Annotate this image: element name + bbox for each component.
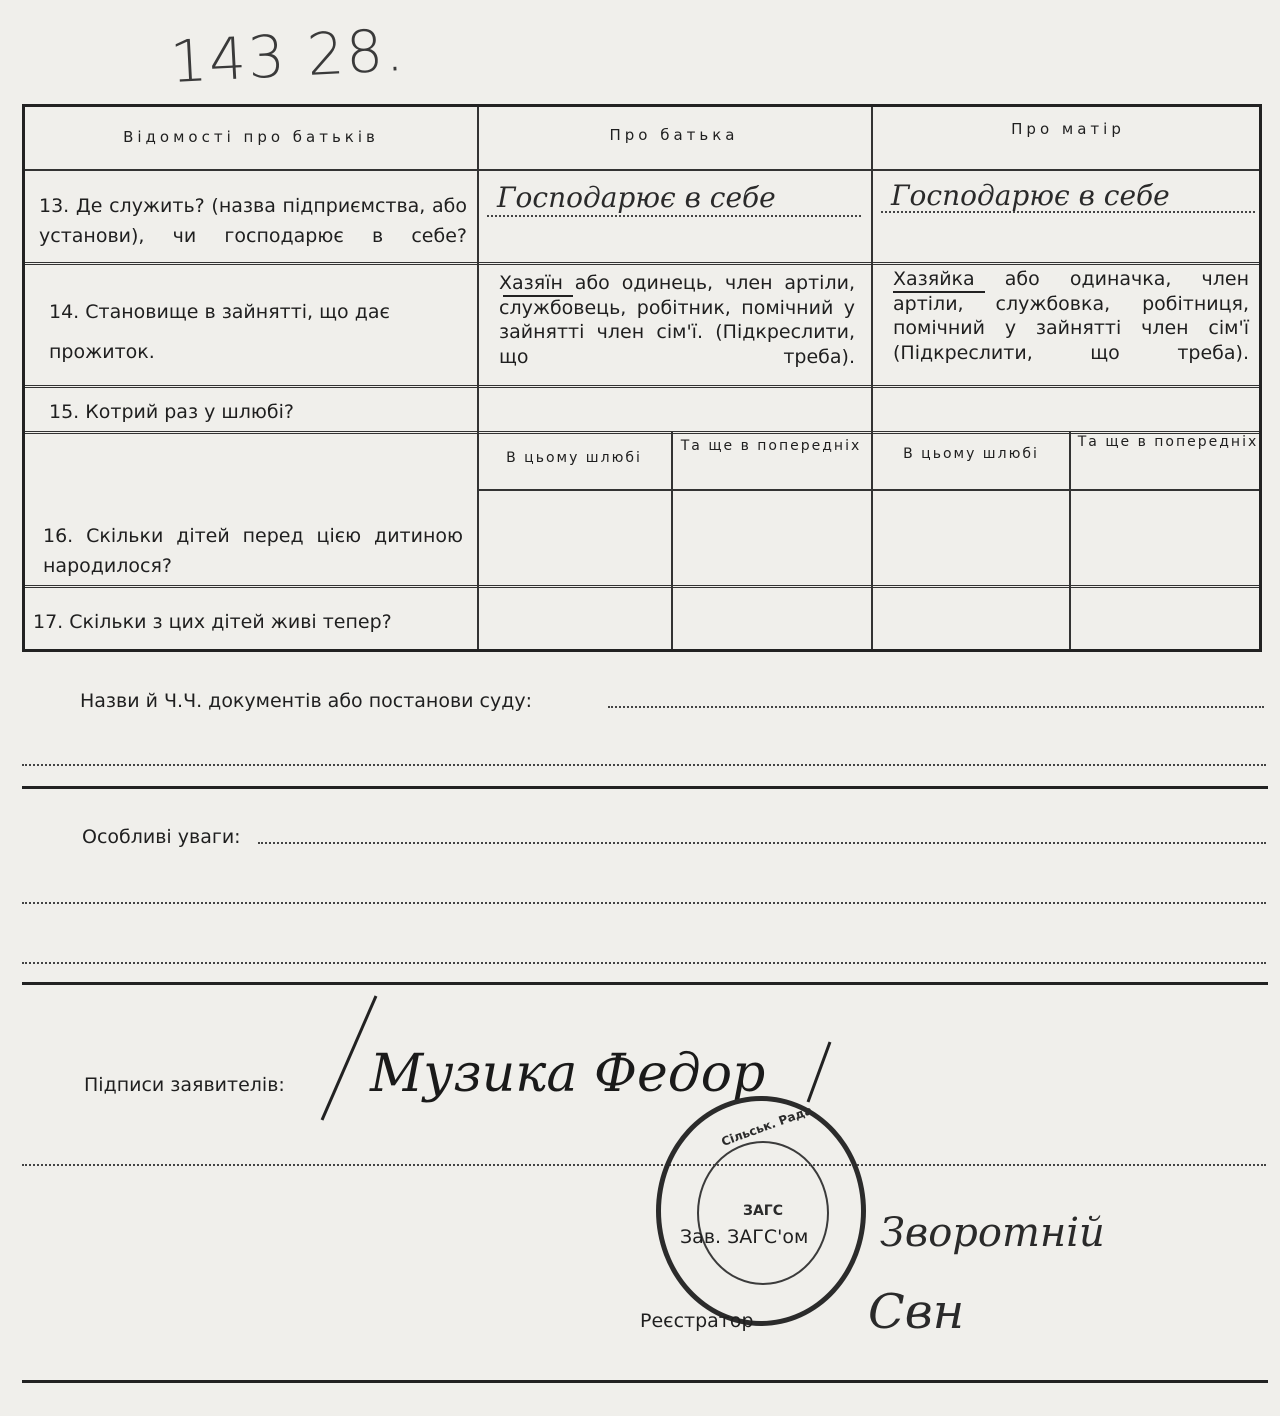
row-16-label: 16. Скільки дітей перед цією дитиною народилося? <box>43 525 463 578</box>
table-divider <box>25 585 1259 588</box>
documents-line <box>22 764 1266 766</box>
sub-header-father-previous: Та ще в попередніх <box>680 438 862 454</box>
applicant-signature: Музика Федор <box>370 1044 766 1104</box>
sub-header-divider <box>477 489 1259 491</box>
remarks-label: Особливі уваги: <box>82 826 241 848</box>
row-13-mother-line <box>881 211 1255 213</box>
section-divider <box>22 786 1268 789</box>
stamp-outer-text: Сільськ. Рада <box>719 1103 815 1149</box>
row-13-father-value: Господарює в себе <box>497 181 776 214</box>
remarks-line <box>22 902 1266 904</box>
column-divider <box>671 431 673 649</box>
header-mother: Про матір <box>1011 120 1125 138</box>
registrar-signature: Свн <box>868 1284 965 1340</box>
official-stamp <box>656 1096 866 1326</box>
sub-header-father-this: В цьому шлюбі <box>506 450 642 466</box>
column-divider <box>871 107 873 649</box>
sub-header-mother-this: В цьому шлюбі <box>903 446 1039 462</box>
table-divider <box>25 262 1259 265</box>
archive-number: 143 28. <box>168 15 408 97</box>
column-divider <box>1069 431 1071 649</box>
row-17-label: 17. Скільки з цих дітей живі тепер? <box>33 611 392 633</box>
row-13-label: 13. Де служить? (назва підприємства, або установи), чи господарює в себе? <box>39 195 467 248</box>
underline-owner <box>893 291 985 293</box>
sub-header-mother-previous: Та ще в попередніх <box>1077 434 1259 450</box>
row-13-father-line <box>487 215 861 217</box>
underline-owner <box>503 295 573 297</box>
row-14-mother-options: Хазяйка або одиначка, член артіли, службовка, робітниця, помічний у зайнятті член сім'ї (Підкреслити, що треба). <box>893 268 1249 365</box>
table-divider <box>25 169 1259 171</box>
stamp-center-text: ЗАГС <box>743 1203 783 1219</box>
signature-line <box>22 1164 1266 1166</box>
documents-label: Назви й Ч.Ч. документів або постанови суду: <box>80 690 533 712</box>
documents-line <box>608 706 1264 708</box>
row-13-mother-value: Господарює в себе <box>891 179 1170 212</box>
parents-info-table <box>22 104 1262 652</box>
row-14-label: 14. Становище в зайнятті, що дає прожиток. <box>49 301 390 363</box>
section-divider <box>22 982 1268 985</box>
header-father: Про батька <box>609 126 739 144</box>
table-divider <box>25 385 1259 388</box>
registrar-label: Реєстратор <box>640 1310 754 1332</box>
row-14-father-options: Хазяїн або одинець, член артіли, службовець, робітник, помічний у зайнятті член сім'ї. (Підкреслити, що треба). <box>499 272 855 369</box>
signatures-label: Підписи заявителів: <box>84 1074 285 1096</box>
row-15-label: 15. Котрий раз у шлюбі? <box>49 401 294 423</box>
column-divider <box>477 107 479 649</box>
header-parents-info: Відомості про батьків <box>123 128 379 146</box>
bottom-rule <box>22 1380 1268 1383</box>
head-label: Зав. ЗАГС'ом <box>680 1226 809 1248</box>
remarks-line <box>22 962 1266 964</box>
head-signature: Зворотній <box>880 1210 1105 1256</box>
remarks-line <box>258 842 1266 844</box>
